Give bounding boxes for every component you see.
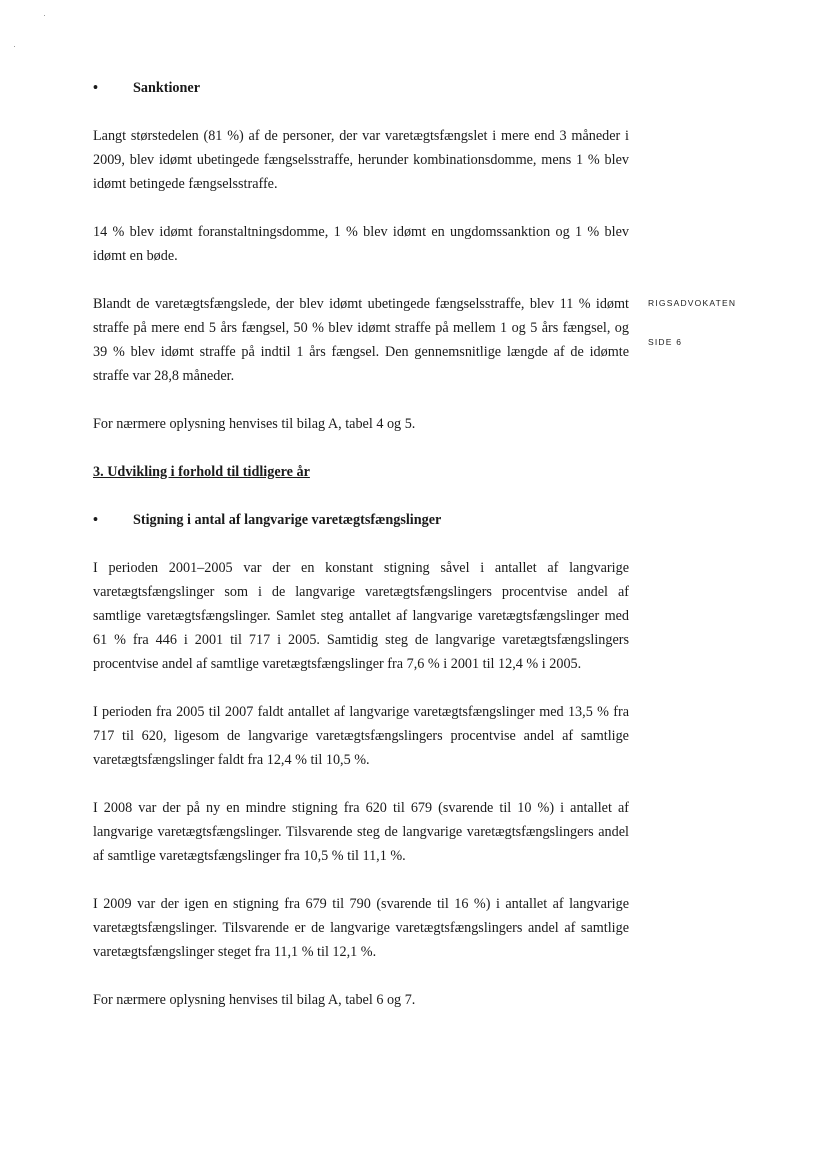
page-number-label: SIDE 6 [648,337,683,347]
scan-speck [44,15,45,16]
paragraph-5: I perioden 2001–2005 var der en konstant stigning såvel i antallet af langvarige varetægtsfængslinger som i de langvarige varetægtsfængslingers procentvise andel af samtlige varetægtsfængslinger. Samlet steg antallet af langvarige varetægtsfængslinger med 61 % fra 446 i 2001 til 717 i 2005. Samtidig steg de langvarige varetægtsfængslingers procentvise andel af samtlige varetægtsfængslinger fra 7,6 % i 2001 til 12,4 % i 2005. [93,560,629,672]
heading-stigning-text: Stigning i antal af langvarige varetægtsfængslinger [133,512,442,528]
paragraph-4: For nærmere oplysning henvises til bilag A, tabel 4 og 5. [93,416,416,432]
heading-sanktioner-text: Sanktioner [133,80,201,96]
paragraph-7: I 2008 var der på ny en mindre stigning fra 620 til 679 (svarende til 10 %) i antallet af langvarige varetægtsfængslinger. Tilsvarende steg de langvarige varetægtsfængslingers andel af samtlige varetægtsfængslinger fra 10,5 % til 11,1 %. [93,800,629,864]
scan-speck [14,46,15,47]
paragraph-6: I perioden fra 2005 til 2007 faldt antallet af langvarige varetægtsfængslinger med 13,5 % fra 717 til 620, ligesom de langvarige varetægtsfængslingers procentvise andel af samtlige varetægtsfængslinger faldt fra 12,4 % til 10,5 %. [93,704,629,768]
bullet-icon: • [93,80,98,96]
bullet-icon: • [93,512,98,528]
paragraph-3: Blandt de varetægtsfængslede, der blev idømt ubetingede fængselsstraffe, blev 11 % idømt straffe på mere end 5 års fængsel, 50 % blev idømt straffe på mellem 1 og 5 års fængsel, og 39 % blev idømt straffe på indtil 1 års fængsel. Den gennemsnitlige længde af de idømte straffe var 28,8 måneder. [93,296,629,384]
heading-stigning [93,508,629,532]
paragraph-1: Langt størstedelen (81 %) af de personer, der var varetægtsfængslet i mere end 3 måneder i 2009, blev idømt ubetingede fængselsstraffe, herunder kombinationsdomme, mens 1 % blev idømt betingede fængselsstraffe. [93,128,629,192]
paragraph-8: I 2009 var der igen en stigning fra 679 til 790 (svarende til 16 %) i antallet af langvarige varetægtsfængslinger. Tilsvarende er de langvarige varetægtsfængslingers andel af samtlige varetægtsfængslinger steget fra 11,1 % til 12,1 %. [93,896,629,960]
section-3-heading: 3. Udvikling i forhold til tidligere år [93,464,310,480]
organization-label: RIGSADVOKATEN [648,298,737,308]
paragraph-2: 14 % blev idømt foranstaltningsdomme, 1 % blev idømt en ungdomssanktion og 1 % blev idømt en bøde. [93,224,629,264]
paragraph-9: For nærmere oplysning henvises til bilag A, tabel 6 og 7. [93,992,416,1008]
heading-sanktioner [93,76,629,100]
body-content [93,76,629,1012]
